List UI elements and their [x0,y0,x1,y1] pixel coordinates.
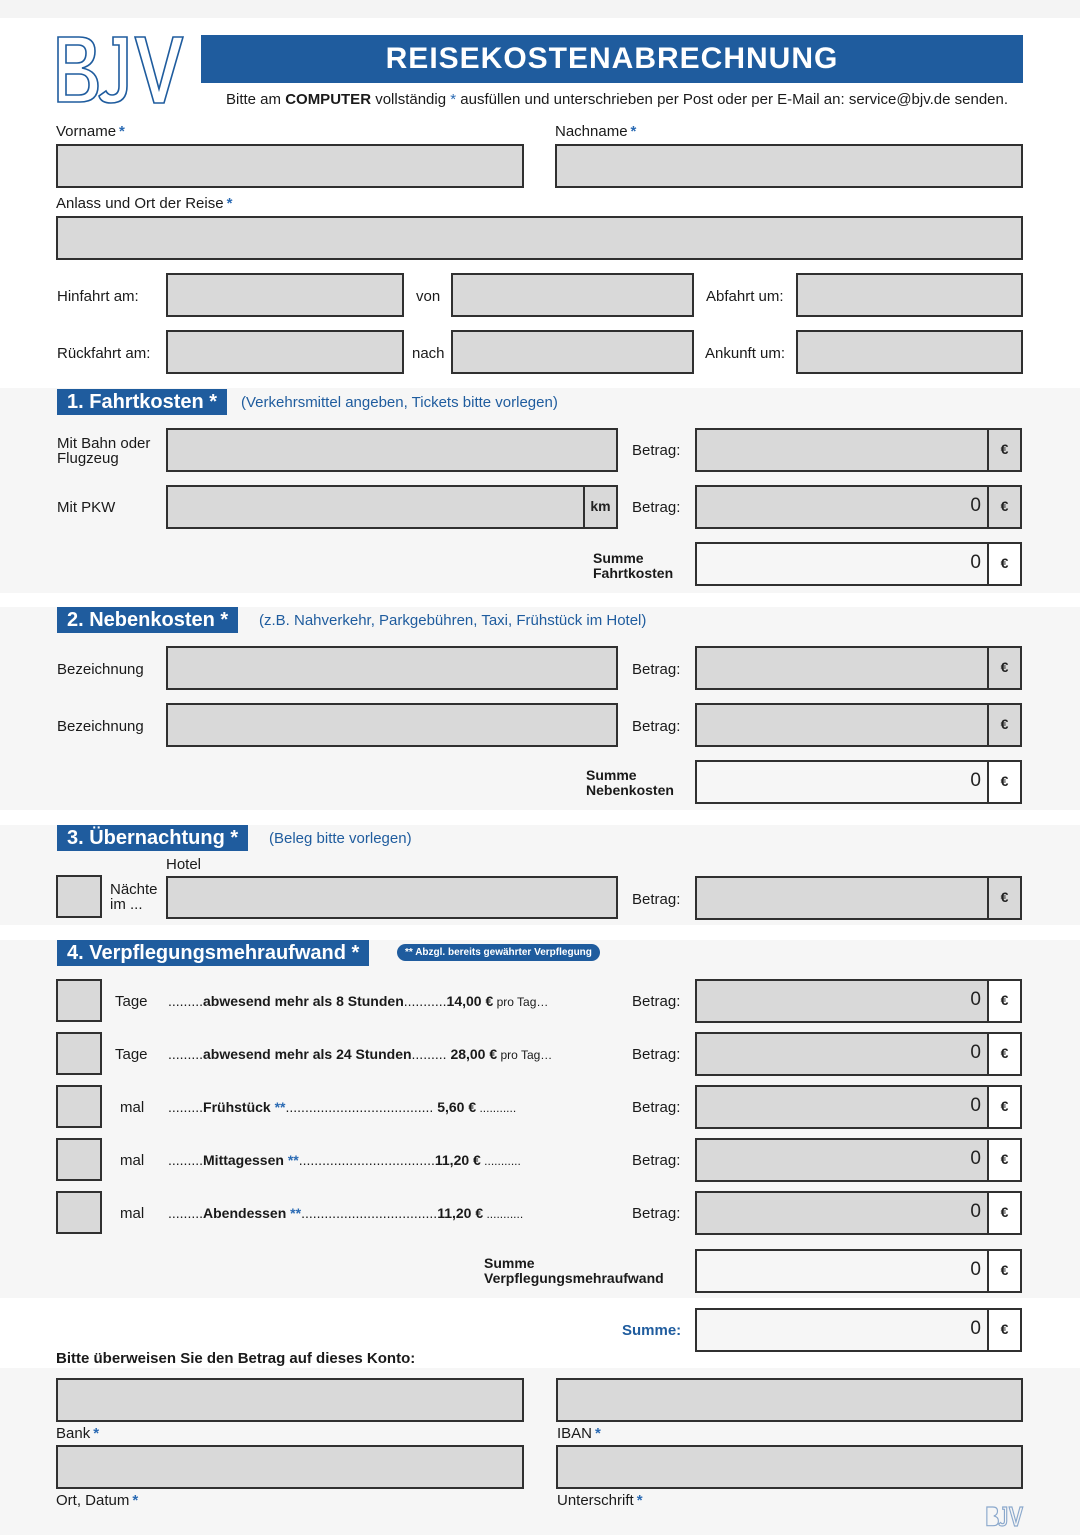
amount-value: 0 [970,1042,981,1063]
abfahrt-time-input[interactable] [796,273,1023,317]
euro-sign: € [987,1193,1020,1233]
required-mark: * [630,123,637,140]
meal-name: Mittagessen [203,1152,284,1168]
meal-description [168,993,548,1010]
meal-lead-dots: ......... [168,1152,204,1168]
bezeichnung-input-2[interactable] [166,703,618,747]
betrag-label: Betrag: [632,442,681,459]
meal-count-input[interactable] [56,1032,102,1075]
ort-datum-label [56,1492,138,1509]
verpflegung-badge: ** Abzgl. bereits gewährter Verpflegung [397,944,600,961]
section3-title: 3. Übernachtung * [57,825,248,851]
rueckfahrt-label: Rückfahrt am: [57,345,151,362]
meal-stars: ** [270,1099,286,1115]
betrag-label: Betrag: [632,661,681,678]
meal-dots: ................................... [298,1152,435,1168]
section2-title: 2. Nebenkosten * [57,607,238,633]
bank-instruction: Bitte überweisen Sie den Betrag auf dieses Konto: [56,1350,416,1367]
betrag-label: Betrag: [632,499,681,516]
nebenkosten-amount-field-2[interactable] [695,703,1022,747]
top-band [0,0,1080,18]
ankunft-time-input[interactable] [796,330,1023,374]
euro-sign: € [987,1310,1020,1350]
hotel-input[interactable] [166,876,618,919]
pkw-label: Mit PKW [57,499,116,516]
naechte-label-line1: Nächte [110,881,158,898]
ort-datum-input[interactable] [56,1445,524,1489]
nach-label: nach [412,345,445,362]
total-amount-field [695,1308,1022,1352]
footer-bjv-logo [986,1506,1024,1527]
meal-unit-label: mal [120,1152,145,1169]
sum-fahrtkosten-label [593,551,673,581]
euro-sign: € [987,705,1020,745]
meal-name: abwesend mehr als 8 Stunden [203,993,404,1009]
euro-sign: € [987,487,1020,527]
iban-label [557,1425,601,1442]
vorname-label-text: Vorname [56,123,117,140]
anlass-label-text: Anlass und Ort der Reise [56,195,224,212]
instruction-text [226,91,1008,109]
euro-sign: € [987,1251,1020,1291]
betrag-label: Betrag: [632,1152,681,1169]
instruction-bold: COMPUTER [285,91,372,108]
ort-datum-label-text: Ort, Datum [56,1492,130,1509]
euro-sign: € [987,648,1020,688]
nachname-label-text: Nachname [555,123,628,140]
nachname-label [555,123,636,140]
euro-sign: € [987,430,1020,470]
meal-lead-dots: ......... [168,1099,204,1115]
meal-name: Abendessen [203,1205,287,1221]
euro-sign: € [987,981,1020,1021]
euro-sign: € [987,1087,1020,1127]
sum-label-line1: Summe [593,550,644,566]
meal-price: 5,60 € [437,1099,477,1115]
meal-lead-dots: ......... [168,1046,204,1062]
meal-unit-label: Tage [115,1046,148,1063]
meal-tail: ........... [480,1154,521,1168]
unterschrift-input[interactable] [556,1445,1023,1489]
meal-price: 11,20 € [437,1205,484,1221]
euro-sign: € [987,544,1020,584]
meal-dots: ........... [403,993,447,1009]
meal-dots: ................................... [301,1205,438,1221]
section2-hint: (z.B. Nahverkehr, Parkgebühren, Taxi, Frühstück im Hotel) [259,612,647,629]
section4-title: 4. Verpflegungsmehraufwand * [57,940,369,966]
betrag-label: Betrag: [632,993,681,1010]
sum-label-line1: Summe [586,767,637,783]
meal-name: Frühstück [203,1099,271,1115]
amount-value [697,648,987,688]
abfahrt-label: Abfahrt um: [706,288,784,305]
total-label: Summe: [622,1322,682,1339]
anlass-label [56,195,232,212]
required-mark: * [119,123,125,140]
meal-price: 11,20 € [434,1152,481,1168]
sum-fahrtkosten-field [695,542,1022,586]
meal-amount-field [695,979,1022,1023]
required-mark: * [132,1492,139,1509]
required-mark: * [595,1425,601,1442]
sum-verpflegung-field [695,1249,1022,1293]
km-unit: km [583,487,616,527]
required-mark: * [93,1425,100,1442]
meal-amount-field [695,1138,1022,1182]
von-label: von [416,288,441,305]
rueckfahrt-date-input[interactable] [166,330,404,374]
amount-value: 0 [970,552,981,573]
amount-value: 0 [970,1318,981,1339]
amount-value [697,705,987,745]
meal-tail: pro Tag… [497,1048,553,1062]
meal-description [168,1099,516,1116]
meal-description [168,1046,552,1063]
nachname-input[interactable] [555,144,1023,188]
instruction-star: * [450,91,457,108]
bezeichnung-input-1[interactable] [166,646,618,690]
sum-label-line2: Fahrtkosten [593,565,674,581]
meal-price: 14,00 € [446,993,494,1009]
uebernachtung-amount-field[interactable] [695,876,1022,920]
meal-description [168,1205,523,1222]
naechte-label [110,882,158,912]
instruction-post: ausfüllen und unterschrieben per Post oder per E-Mail an: service@bjv.de senden. [456,91,1009,108]
meal-lead-dots: ......... [168,993,204,1009]
meal-tail: ........... [483,1207,524,1221]
amount-value: 0 [970,495,981,516]
iban-label-text: IBAN [557,1425,593,1442]
unterschrift-label [557,1492,643,1509]
meal-price: 28,00 € [450,1046,498,1062]
vorname-input[interactable] [56,144,524,188]
required-mark: * [636,1492,643,1509]
bezeichnung-label: Bezeichnung [57,718,144,735]
euro-sign: € [987,762,1020,802]
meal-count-input[interactable] [56,1191,102,1234]
nebenkosten-amount-field-1[interactable] [695,646,1022,690]
amount-value: 0 [970,770,981,791]
bank-input[interactable] [56,1378,524,1422]
meal-tail: pro Tag… [493,995,549,1009]
bank-label-text: Bank [56,1425,91,1442]
bahn-amount-field[interactable] [695,428,1022,472]
bahn-label: Mit Bahn oder Flugzeug [57,435,151,467]
betrag-label: Betrag: [632,718,681,735]
bjv-logo [55,34,187,106]
pkw-amount-field[interactable] [695,485,1022,529]
von-input[interactable] [451,273,694,317]
section1-hint: (Verkehrsmittel angeben, Tickets bitte vorlegen) [241,394,558,411]
amount-value: 0 [970,1259,981,1280]
km-value [168,487,583,527]
amount-value: 0 [970,1095,981,1116]
sum-nebenkosten-field [695,760,1022,804]
title-banner [201,35,1023,83]
hinfahrt-date-input[interactable] [166,273,404,317]
hinfahrt-label: Hinfahrt am: [57,288,139,305]
instruction-pre: Bitte am [226,91,286,108]
euro-sign: € [987,878,1020,918]
meal-stars: ** [283,1152,299,1168]
euro-sign: € [987,1034,1020,1074]
iban-input[interactable] [556,1378,1023,1422]
amount-value: 0 [970,989,981,1010]
euro-sign: € [987,1140,1020,1180]
meal-description [168,1152,521,1169]
meal-amount-field [695,1191,1022,1235]
amount-value: 0 [970,1148,981,1169]
meal-unit-label: mal [120,1205,145,1222]
meal-unit-label: Tage [115,993,148,1010]
bezeichnung-label: Bezeichnung [57,661,144,678]
meal-stars: ** [286,1205,302,1221]
instruction-mid: vollständig [371,91,451,108]
page-title: REISEKOSTENABRECHNUNG [385,42,839,75]
pkw-km-field[interactable] [166,485,618,529]
sum-nebenkosten-label [586,768,674,798]
naechte-label-line2: im ... [110,896,143,913]
betrag-label: Betrag: [632,1099,681,1116]
sum-verpflegung-label [484,1256,664,1286]
anlass-input[interactable] [56,216,1023,260]
meal-lead-dots: ......... [168,1205,204,1221]
section3-hint: (Beleg bitte vorlegen) [269,830,412,847]
bahn-input[interactable] [166,428,618,472]
meal-amount-field [695,1085,1022,1129]
meal-unit-label: mal [120,1099,145,1116]
ankunft-label: Ankunft um: [705,345,786,362]
bank-label [56,1425,99,1442]
meal-count-input[interactable] [56,1085,102,1128]
amount-value [697,878,987,918]
naechte-count-input[interactable] [56,875,102,918]
unterschrift-label-text: Unterschrift [557,1492,634,1509]
meal-dots: ...................................... [285,1099,438,1115]
nach-input[interactable] [451,330,694,374]
betrag-label: Betrag: [632,1046,681,1063]
section1-title: 1. Fahrtkosten * [57,389,227,415]
meal-tail: ........... [476,1101,517,1115]
betrag-label: Betrag: [632,891,681,908]
meal-count-input[interactable] [56,979,102,1022]
hotel-label: Hotel [166,856,202,873]
amount-value: 0 [970,1201,981,1222]
amount-value [697,430,987,470]
meal-dots: ......... [411,1046,451,1062]
required-mark: * [226,195,233,212]
sum-label-line2: Nebenkosten [586,782,674,798]
sum-label-line1: Summe [484,1255,535,1271]
meal-name: abwesend mehr als 24 Stunden [203,1046,412,1062]
betrag-label: Betrag: [632,1205,681,1222]
vorname-label [56,123,125,140]
meal-count-input[interactable] [56,1138,102,1181]
sum-label-line2: Verpflegungsmehraufwand [484,1270,664,1286]
meal-amount-field [695,1032,1022,1076]
